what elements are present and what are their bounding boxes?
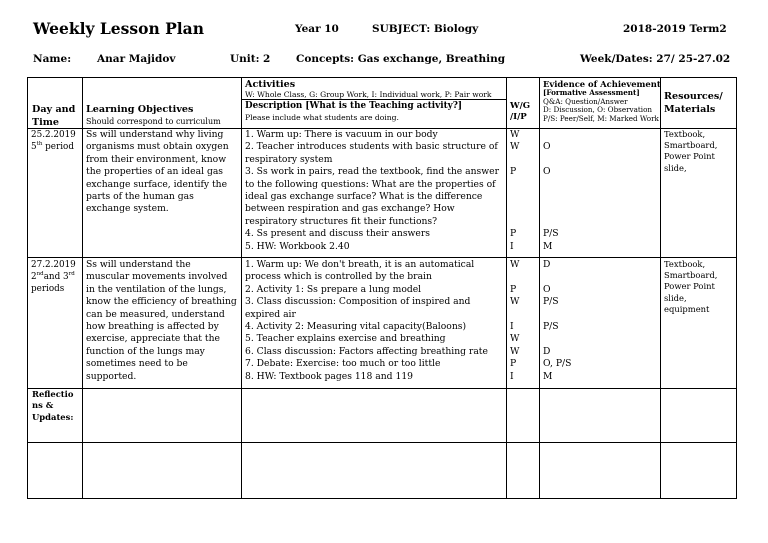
- activity-code: W: [510, 296, 520, 308]
- resource-line: Textbook,: [664, 129, 706, 139]
- row2-objectives: [86, 259, 237, 383]
- activity-code: W: [510, 345, 520, 357]
- objective-line: can be measured, understand: [86, 308, 225, 320]
- activity-code: I: [510, 321, 514, 333]
- lesson-plan-table: [27, 77, 737, 499]
- teacher-name: Anar Majidov: [97, 53, 176, 65]
- resource-line: slide,: [664, 162, 687, 173]
- objective-line: know the efficiency of breathing: [86, 296, 237, 308]
- row2-codes: [510, 259, 519, 383]
- col-divider: [82, 78, 83, 498]
- activity-line: expired air: [245, 308, 296, 320]
- evidence-code: D: [543, 345, 551, 357]
- wgip-header: W/G /I/P: [510, 101, 531, 122]
- evidence-code: P/S: [543, 228, 559, 240]
- resource-line: Smartboard,: [664, 140, 718, 151]
- activity-code: P: [510, 166, 517, 178]
- row1-activities: [245, 129, 499, 253]
- evidence-code: O: [543, 141, 551, 153]
- objective-line: parts of the human gas: [86, 191, 194, 203]
- evidence-code: O: [543, 166, 551, 178]
- activity-line: 3. Class discussion: Composition of inspired and: [245, 296, 471, 308]
- subject-label: SUBJECT: Biology: [372, 23, 479, 35]
- page-title: Weekly Lesson Plan: [33, 19, 204, 38]
- row-divider: [28, 257, 736, 258]
- concepts-label: Concepts: Gas exchange, Breathing: [296, 53, 506, 65]
- evidence-header: Evidence of Achievement [Formative Assessment] Q&A: Question/Answer D: Discussion, O: Observation P/S: Peer/Self, M: Marked Work: [543, 79, 661, 123]
- activity-code: W: [510, 259, 520, 270]
- resource-line: Power Point: [664, 281, 715, 292]
- col-divider: [506, 78, 507, 498]
- activity-line: 5. Teacher explains exercise and breathing: [245, 333, 446, 345]
- activity-line: between respiration and gas exchange? How: [245, 203, 455, 215]
- resources-header: Resources/ Materials: [664, 91, 723, 115]
- activity-line: 8. HW: Textbook pages 118 and 119: [245, 370, 414, 382]
- objective-line: exercise, appreciate that the: [86, 333, 220, 345]
- objective-line: how breathing is affected by: [86, 321, 219, 333]
- evidence-code: M: [543, 370, 553, 382]
- unit-value: 2: [263, 53, 271, 65]
- activity-line: 2. Activity 1: Ss prepare a lung model: [245, 283, 422, 295]
- evidence-code: O: [543, 283, 551, 295]
- activity-line: 2. Teacher introduces students with basic structure of: [245, 141, 498, 153]
- activity-line: respiratory system: [245, 153, 333, 165]
- activity-code: P: [510, 358, 517, 370]
- evidence-code: M: [543, 240, 553, 252]
- activity-line: 7. Debate: Exercise: too much or too little: [245, 358, 441, 370]
- name-label: Name:: [33, 53, 72, 65]
- row1-date: 25.2.2019 5th period: [31, 130, 76, 152]
- row2-date: 27.2.2019 2ndand 3rd periods: [31, 260, 76, 294]
- objective-line: organisms must obtain oxygen: [86, 141, 229, 153]
- objectives-header: Learning Objectives Should correspond to curriculum: [86, 104, 221, 127]
- activity-code: I: [510, 240, 514, 252]
- evidence-code: O, P/S: [543, 358, 572, 370]
- row1-resources: [664, 129, 717, 174]
- row-divider: [28, 442, 736, 443]
- reflections-label: Reflectio ns & Updates:: [32, 389, 74, 422]
- row1-objectives: [86, 129, 229, 216]
- activity-line: 1. Warm up: We don't breath, it is an automatical: [245, 259, 475, 270]
- activity-line: 6. Class discussion: Factors affecting breathing rate: [245, 345, 488, 357]
- activity-line: process which is controlled by the brain: [245, 271, 432, 283]
- objective-line: sometimes need to be: [86, 358, 188, 370]
- activity-code: P: [510, 283, 517, 295]
- activity-code: W: [510, 129, 520, 140]
- resource-line: slide,: [664, 292, 687, 303]
- objective-line: exchange system.: [86, 203, 169, 215]
- row2-activities: [245, 259, 488, 383]
- objective-line: the properties of an ideal gas: [86, 166, 224, 178]
- objective-line: muscular movements involved: [86, 271, 228, 283]
- activity-line: respiratory structures fit their functions?: [245, 215, 438, 227]
- activity-line: to the following questions: What are the properties of: [245, 178, 496, 190]
- row-divider: [241, 99, 506, 100]
- row1-evidence: [543, 129, 559, 253]
- activity-code: I: [510, 370, 514, 382]
- week-dates: Week/Dates: 27/ 25-27.02: [580, 53, 731, 65]
- resource-line: Power Point: [664, 151, 715, 162]
- col-divider: [241, 78, 242, 498]
- term-label: 2018-2019 Term2: [623, 23, 727, 35]
- activity-line: ideal gas exchange surface? What is the difference: [245, 191, 483, 203]
- row-divider: [28, 388, 736, 389]
- objective-line: Ss will understand why living: [86, 129, 224, 140]
- resource-line: Textbook,: [664, 259, 706, 269]
- col-divider: [539, 78, 540, 498]
- description-header: Description [What is the Teaching activity?] Please include what students are doing.: [245, 101, 463, 122]
- col-divider: [660, 78, 661, 498]
- objective-line: exchange surface, identify the: [86, 178, 228, 190]
- activity-line: 1. Warm up: There is vacuum in our body: [245, 129, 438, 140]
- objective-line: supported.: [86, 370, 137, 382]
- activity-line: 4. Ss present and discuss their answers: [245, 228, 430, 240]
- activity-code: P: [510, 228, 517, 240]
- objective-line: in the ventilation of the lungs,: [86, 283, 227, 295]
- evidence-code: D: [543, 259, 551, 270]
- activity-line: 3. Ss work in pairs, read the textbook, find the answer: [245, 166, 499, 178]
- row2-resources: [664, 259, 717, 315]
- year-label: Year 10: [295, 23, 339, 35]
- activity-code: W: [510, 141, 520, 153]
- objective-line: from their environment, know: [86, 153, 227, 165]
- unit-label: Unit:: [230, 53, 260, 65]
- row2-evidence: [543, 259, 571, 383]
- resource-line: equipment: [664, 303, 710, 314]
- resource-line: Smartboard,: [664, 270, 718, 281]
- day-time-header: Day and Time: [32, 104, 76, 128]
- objective-line: function of the lungs may: [86, 345, 205, 357]
- activity-line: 4. Activity 2: Measuring vital capacity(Baloons): [245, 321, 467, 333]
- activity-code: W: [510, 333, 520, 345]
- activities-header: Activities W: Whole Class, G: Group Work, I: Individual work, P: Pair work: [245, 79, 492, 99]
- objective-line: Ss will understand the: [86, 259, 191, 270]
- row1-codes: [510, 129, 519, 253]
- evidence-code: P/S: [543, 321, 559, 333]
- activity-line: 5. HW: Workbook 2.40: [245, 240, 350, 252]
- evidence-code: P/S: [543, 296, 559, 308]
